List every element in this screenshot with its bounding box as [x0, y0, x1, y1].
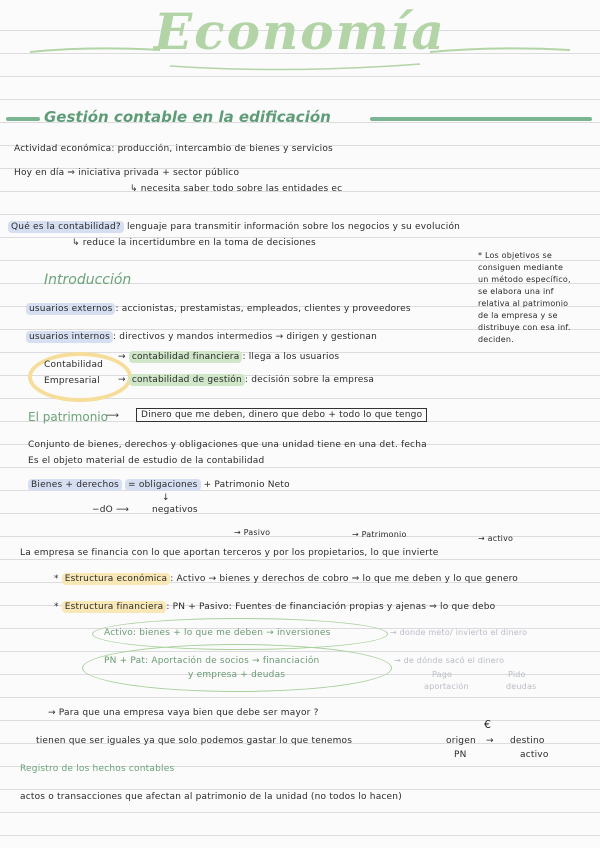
pago-label: Pago [432, 670, 453, 679]
pn-label: PN [454, 750, 467, 760]
contabilidad-label: Contabilidad [44, 360, 104, 370]
pnpat-sub: y empresa + deudas [188, 670, 286, 680]
cont-financiera-text: : llega a los usuarios [242, 352, 340, 362]
side-note: * Los objetivos se consiguen mediante un método específico, se elabora una inf relativa al patrimonio de la empresa y se distribuye con esa inf. deciden. [478, 251, 571, 344]
eq-left: Bienes + derechos [28, 479, 122, 491]
est-fin-label: Estructura financiera [62, 601, 167, 613]
pnpat-ellipse [82, 644, 392, 692]
flourish-under [170, 64, 420, 70]
eq-right: + Patrimonio Neto [203, 480, 290, 490]
label-patrimonio: → Patrimonio [352, 530, 407, 539]
mayor-line: → Para que una empresa vaya bien que debe ser mayor ? [48, 708, 319, 718]
label-pasivo: → Pasivo [234, 528, 271, 537]
eq-mid: = obligaciones [125, 479, 201, 491]
usuarios-internos [26, 332, 377, 342]
subtitle-bar-left [6, 117, 40, 121]
flourish-left [30, 48, 160, 52]
origen-label: origen [446, 736, 476, 746]
neg-left: −dO ⟶ [92, 505, 130, 515]
patrimonio-box: Dinero que me deben, dinero que debo + todo lo que tengo [136, 408, 427, 422]
usuarios-internos-label: usuarios internos [26, 331, 113, 343]
patrimonio-equation [28, 480, 290, 490]
activo2-label: activo [520, 750, 549, 760]
patrimonio-arrow: ⟶ [106, 411, 120, 421]
pido-label: Pido [508, 670, 526, 679]
deudas-label: deudas [506, 682, 537, 691]
usuarios-internos-text: : directivos y mandos intermedios → dirigen y gestionan [112, 332, 378, 342]
pnpat-line: PN + Pat: Aportación de socios → financiación [104, 656, 320, 666]
title-flourish [20, 38, 580, 78]
que-es-line [8, 222, 460, 232]
cont-gestion-label: contabilidad de gestión [129, 374, 245, 386]
line-necesita: ↳ necesita saber todo sobre las entidades ec [130, 184, 343, 194]
cont-financiera-label: contabilidad financiera [129, 351, 243, 363]
iguales-line: tienen que ser iguales ya que solo podemos gastar lo que tenemos [36, 736, 353, 746]
usuarios-externos-text: : accionistas, prestamistas, empleados, clientes y proveedores [115, 304, 411, 314]
activo-line: Activo: bienes + lo que me deben → inversiones [104, 628, 331, 638]
pnpat-note: → de dónde sacó el dinero [394, 656, 505, 665]
aportacion-label: aportación [424, 682, 469, 691]
est-eco-label: Estructura económica [62, 573, 171, 585]
financia-line: La empresa se financia con lo que aportan terceros y por los propietarios, lo que invierte [20, 548, 439, 558]
origen-arrow: → [486, 736, 494, 746]
estructura-economica: * Estructura económica : Activo → bienes y derechos de cobro ⇒ lo que me deben y lo que genero [54, 574, 518, 584]
activo-note: → donde meto/ invierto el dinero [390, 628, 528, 637]
cont-gestion-text: : decisión sobre la empresa [244, 375, 375, 385]
empresarial-label: Empresarial [44, 376, 100, 386]
subtitle: Gestión contable en la edificación [44, 108, 331, 126]
patrimonio-def2: Es el objeto material de estudio de la contabilidad [28, 456, 265, 466]
flourish-right [430, 48, 570, 52]
label-activo: → activo [478, 534, 514, 543]
destino-label: destino [510, 736, 545, 746]
page-title: Economía [154, 2, 446, 61]
cont-financiera: → contabilidad financiera : llega a los usuarios [118, 352, 340, 362]
cont-gestion: → contabilidad de gestión : decisión sobre la empresa [118, 375, 375, 385]
estructura-financiera: * Estructura financiera : PN + Pasivo: Fuentes de financiación propias y ajenas ⇒ lo que debo [54, 602, 496, 612]
euro-symbol: € [484, 718, 492, 731]
line-actividad: Actividad económica: producción, intercambio de bienes y servicios [14, 144, 333, 154]
neg-right: negativos [152, 505, 198, 515]
eq-arrow-down: ↓ [162, 493, 170, 503]
usuarios-externos-label: usuarios externos [26, 303, 115, 315]
subtitle-bar-right [370, 117, 592, 121]
que-es-question: Qué es la contabilidad? [8, 221, 124, 233]
patrimonio-def1: Conjunto de bienes, derechos y obligaciones que una unidad tiene en una det. fecha [28, 440, 427, 450]
line-reduce: ↳ reduce la incertidumbre en la toma de decisiones [72, 238, 316, 248]
que-es-answer: lenguaje para transmitir información sobre los negocios y su evolución [126, 222, 461, 232]
usuarios-externos [26, 304, 411, 314]
actos-line: actos o transacciones que afectan al patrimonio de la unidad (no todos lo hacen) [20, 792, 402, 802]
est-eco-text: : Activo → bienes y derechos de cobro ⇒ lo que me deben y lo que genero [170, 574, 518, 584]
patrimonio-heading: El patrimonio [28, 410, 108, 424]
line-hoy: Hoy en día ⇒ iniciativa privada + sector público [14, 168, 240, 178]
intro-heading: Introducción [44, 272, 132, 288]
registro-heading: Registro de los hechos contables [20, 764, 175, 774]
est-fin-text: : PN + Pasivo: Fuentes de financiación propias y ajenas ⇒ lo que debo [166, 602, 496, 612]
